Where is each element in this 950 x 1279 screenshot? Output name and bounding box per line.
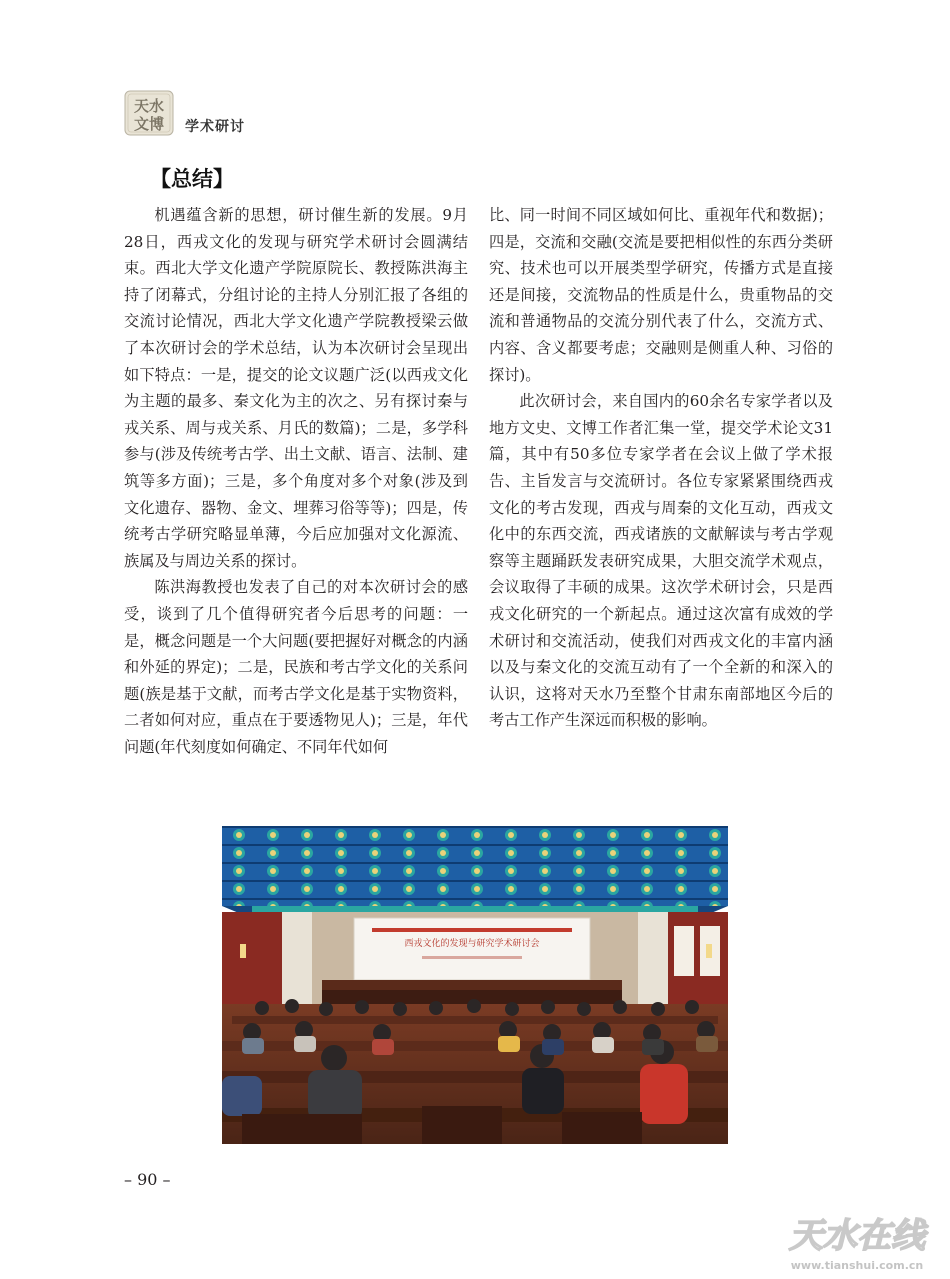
- tianshui-wenbo-logo: [124, 90, 174, 136]
- right-column: [489, 202, 833, 734]
- paragraph: 机遇蕴含新的思想，研讨催生新的发展。9月28日，西戎文化的发现与研究学术研讨会圆满结束。西北大学文化遗产学院原院长、教授陈洪海主持了闭幕式，分组讨论的主持人分别汇报了各组的交流讨论情况，西北大学文化遗产学院教授梁云做了本次研讨会的学术总结，认为本次研讨会呈现出如下特点：一是，提交的论文议题广泛(以西戎文化为主题的最多、秦文化为主的次之、另有探讨秦与戎关系、周与戎关系、月氏的数篇)；二是，多学科参与(涉及传统考古学、出土文献、语言、法制、建筑等多方面)；三是，多个角度对多个对象(涉及到文化遗存、器物、金文、埋葬习俗等等)；四是，传统考古学研究略显单薄，今后应加强对文化源流、族属及与周边关系的探讨。: [124, 206, 468, 570]
- page-number: – 90 –: [124, 1170, 171, 1189]
- conference-hall-illustration: [222, 826, 728, 1144]
- paragraph-continued: 比、同一时间不同区域如何比、重视年代和数据)；四是，交流和交融(交流是要把相似性的东西分类研究、技术也可以开展类型学研究，传播方式是直接还是间接，交流物品的性质是什么，贵重物品的交流和普通物品的交流分别代表了什么，交流方式、内容、含义都要考虑；交融则是侧重人种、习俗的探讨)。: [489, 206, 833, 384]
- svg-text:www.tianshui.com.cn: www.tianshui.com.cn: [790, 1259, 924, 1272]
- paragraph: 此次研讨会，来自国内的60余名专家学者以及地方文史、文博工作者汇集一堂，提交学术论文31篇，其中有50多位专家学者在会议上做了学术报告、主旨发言与交流研讨。各位专家紧紧围绕西戎文化的考古发现，西戎与周秦的文化互动，西戎文化中的东西交流，西戎诸族的文献解读与考古学观察等主题踊跃发表研究成果，大胆交流学术观点，会议取得了丰硕的成果。这次学术研讨会，只是西戎文化研究的一个新起点。通过这次富有成效的学术研讨和交流活动，使我们对西戎文化的丰富内涵以及与秦文化的交流互动有了一个全新的和深入的认识，这将对天水乃至整个甘肃东南部地区今后的考古工作产生深远而积极的影响。: [489, 392, 833, 730]
- conference-photo: [222, 826, 728, 1144]
- paragraph: 陈洪海教授也发表了自己的对本次研讨会的感受，谈到了几个值得研究者今后思考的问题：一是，概念问题是一个大问题(要把握好对概念的内涵和外延的界定)；二是，民族和考古学文化的关系问题(族是基于文献，而考古学文化是基于实物资料，二者如何对应，重点在于要透物见人)；三是，年代问题(年代刻度如何确定、不同年代如何: [124, 578, 468, 756]
- svg-text:文博: 文博: [133, 115, 165, 133]
- tianshui-online-watermark: [772, 1205, 942, 1275]
- summary-heading: 【总结】: [150, 167, 234, 191]
- section-title: 学术研讨: [185, 119, 245, 135]
- svg-text:天水在线: 天水在线: [789, 1216, 925, 1256]
- screen-caption: 西戎文化的发现与研究学术研讨会: [404, 939, 540, 949]
- left-column: [124, 202, 468, 760]
- svg-text:天水: 天水: [133, 97, 165, 115]
